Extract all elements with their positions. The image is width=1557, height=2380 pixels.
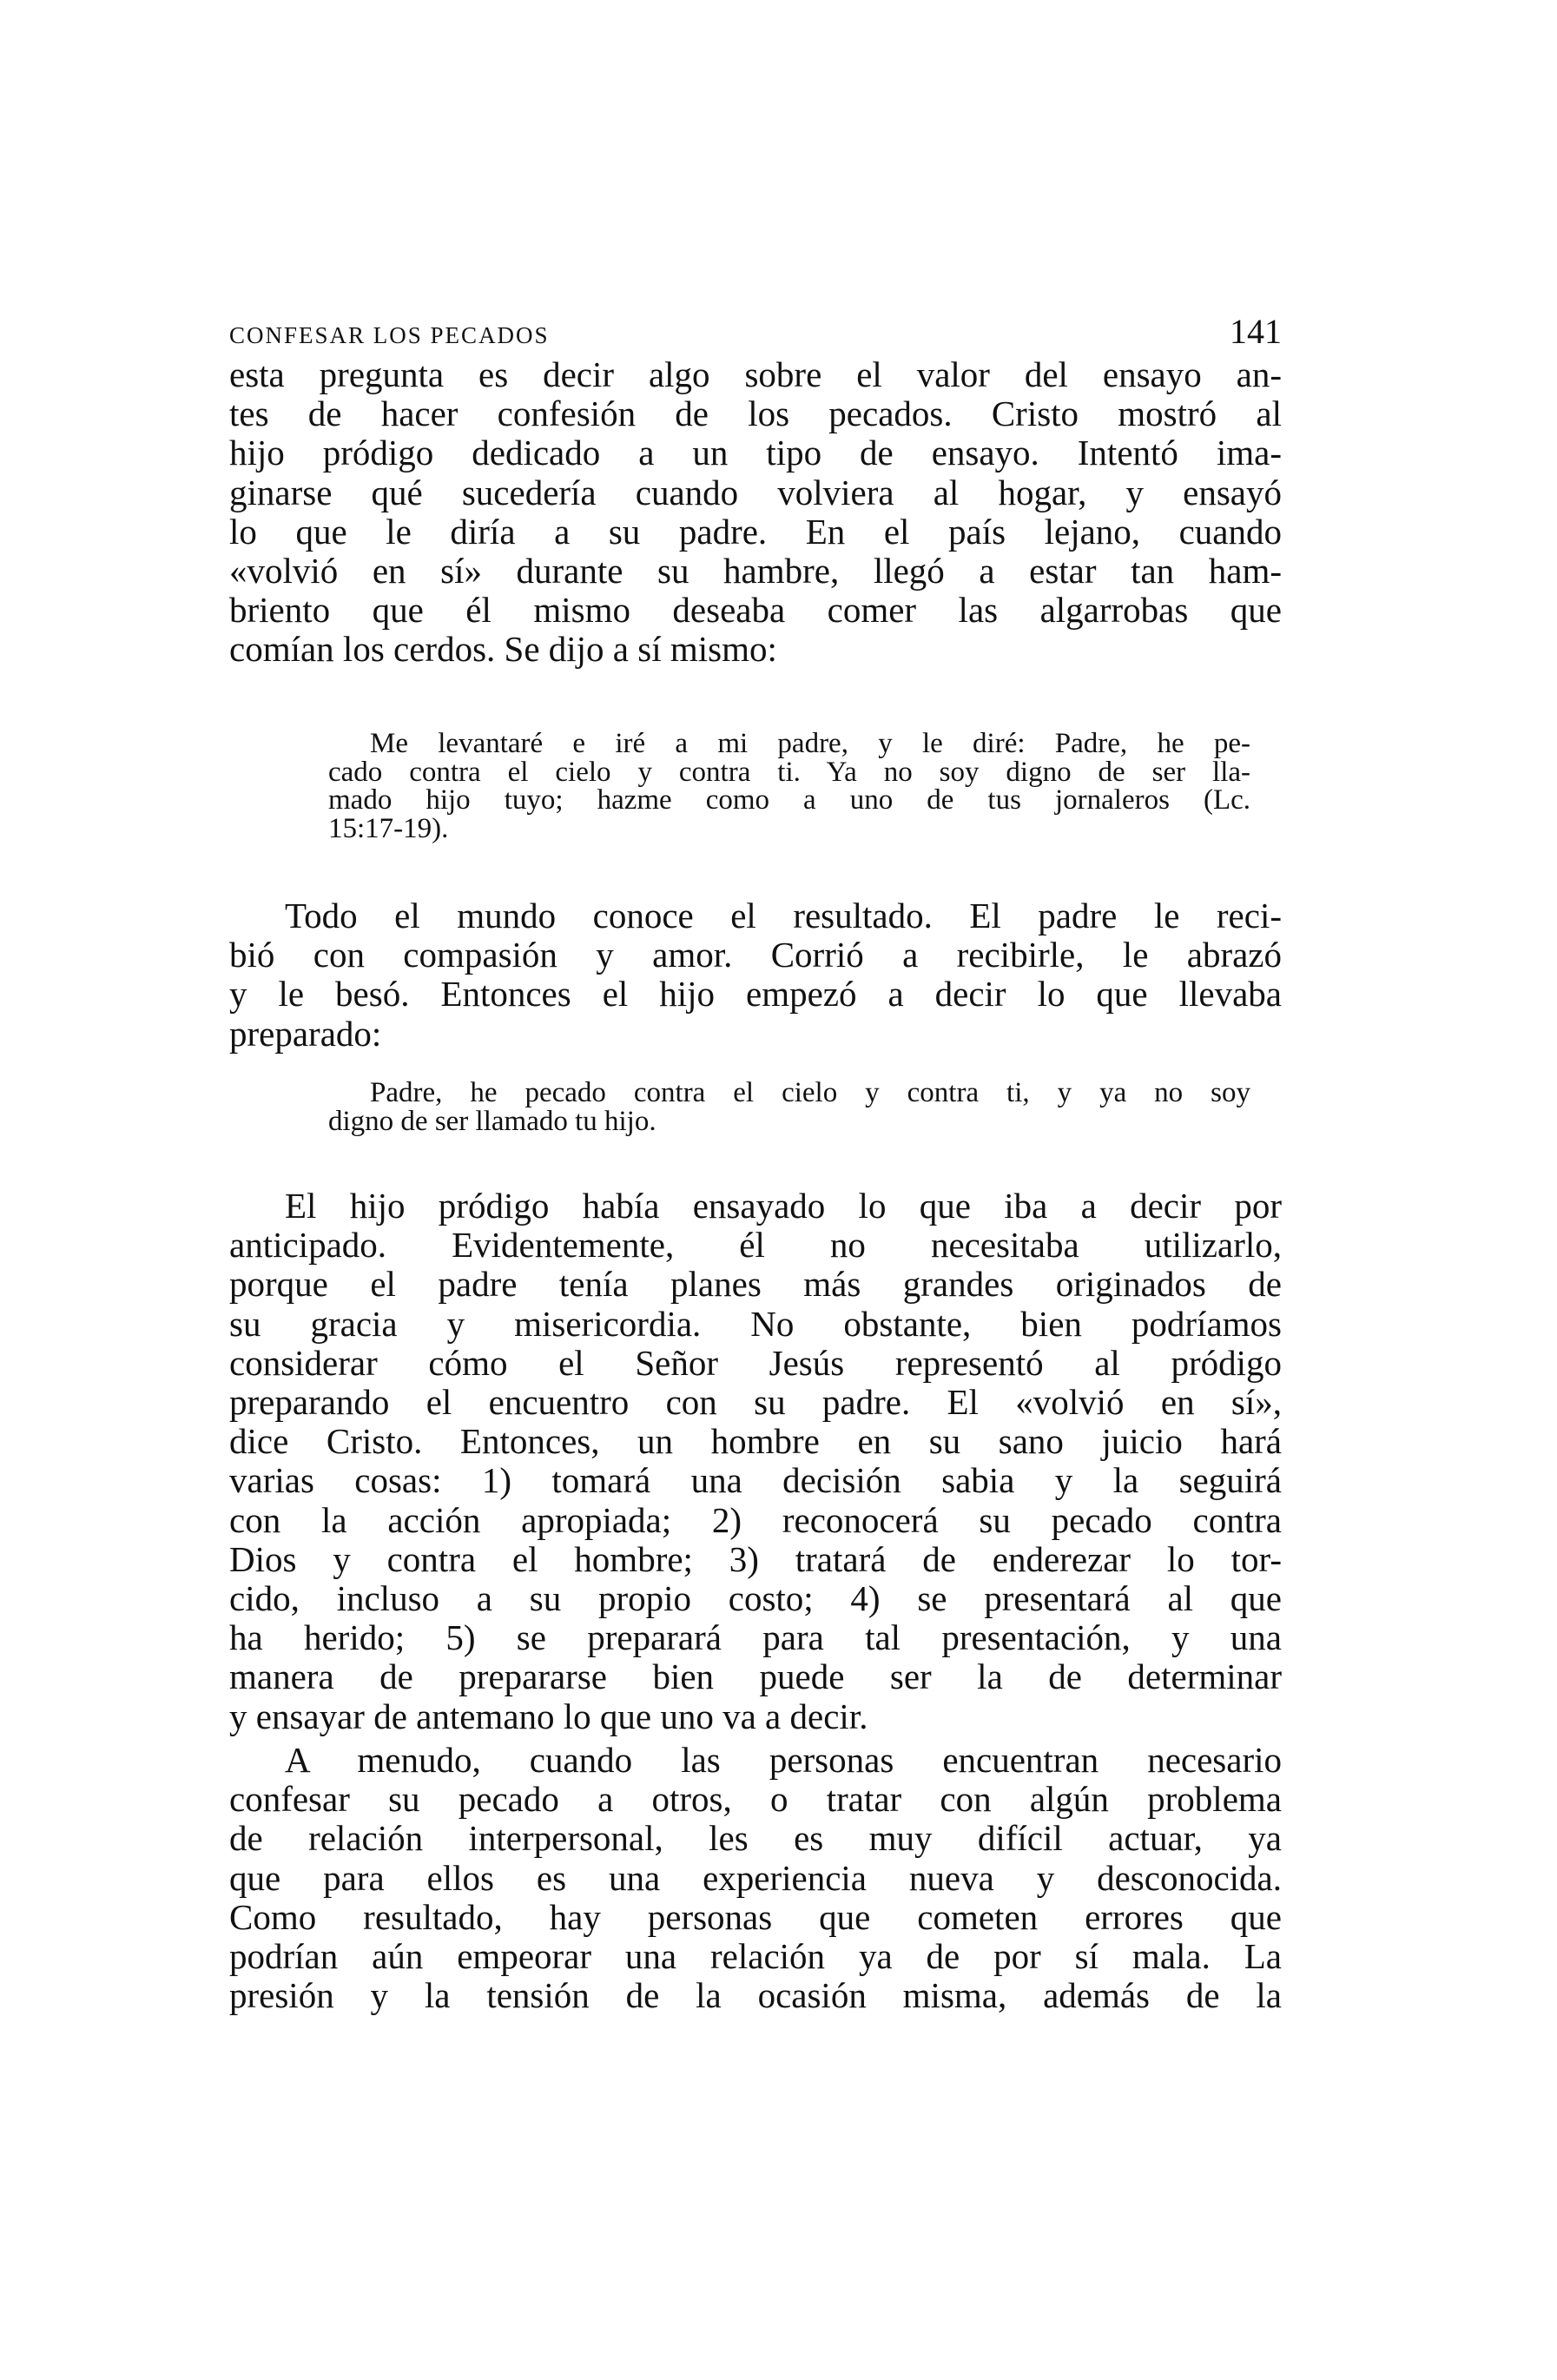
text-line: briento que él mismo deseaba comer las algarrobas que [229,590,1282,631]
quote-line: 15:17-19). [328,812,449,844]
text-line: manera de prepararse bien puede ser la de determinar [229,1656,1282,1697]
text-line: anticipado. Evidentemente, él no necesitaba utilizarlo, [229,1225,1282,1266]
text-line: confesar su pecado a otros, o tratar con algún problema [229,1779,1282,1820]
text-line: bió con compasión y amor. Corrió a recibirle, le abrazó [229,935,1282,975]
text-line: dice Cristo. Entonces, un hombre en su sano juicio hará [229,1421,1282,1462]
quote-line: Me levantaré e iré a mi padre, y le diré: Padre, he pe- [370,728,1250,759]
paragraph-4 [229,1741,1282,2015]
quote-line: Padre, he pecado contra el cielo y contra ti, y ya no soy [370,1077,1250,1108]
block-quote-1 [328,730,1250,843]
text-line: preparando el encuentro con su padre. El «volvió en sí», [229,1382,1282,1423]
text-line: varias cosas: 1) tomará una decisión sabia y la seguirá [229,1460,1282,1501]
quote-line: digno de ser llamado tu hijo. [328,1105,656,1137]
page-number: 141 [1230,312,1282,351]
text-line: lo que le diría a su padre. En el país lejano, cuando [229,511,1282,552]
text-line: A menudo, cuando las personas encuentran necesario [285,1740,1282,1780]
running-header [229,311,1282,352]
text-line: presión y la tensión de la ocasión misma, además de la [229,1975,1282,2016]
quote-line: mado hijo tuyo; hazme como a uno de tus jornaleros (Lc. [328,784,1250,816]
text-line: preparado: [229,1013,382,1054]
text-line: de relación interpersonal, les es muy difícil actuar, ya [229,1818,1282,1859]
text-line: ginarse qué sucedería cuando volviera al hogar, y ensayó [229,472,1282,512]
text-line: porque el padre tenía planes más grandes originados de [229,1264,1282,1305]
text-line: y le besó. Entonces el hijo empezó a decir lo que llevaba [229,974,1282,1015]
text-line: su gracia y misericordia. No obstante, bien podríamos [229,1303,1282,1344]
text-line: Todo el mundo conoce el resultado. El padre le reci- [285,896,1282,935]
text-line: Como resultado, hay personas que cometen errores que [229,1896,1282,1937]
block-quote-2 [328,1079,1250,1135]
text-line: cido, incluso a su propio costo; 4) se presentará al que [229,1578,1282,1619]
paragraph-1 [229,355,1282,670]
text-line: y ensayar de antemano lo que uno va a decir. [229,1696,868,1736]
text-line: que para ellos es una experiencia nueva y desconocida. [229,1857,1282,1898]
text-line: esta pregunta es decir algo sobre el valor del ensayo an- [229,354,1282,394]
text-line: Dios y contra el hombre; 3) tratará de enderezar lo tor- [229,1538,1282,1579]
text-line: tes de hacer confesión de los pecados. Cristo mostró al [229,393,1282,434]
text-line: con la acción apropiada; 2) reconocerá su pecado contra [229,1499,1282,1540]
text-line: hijo pródigo dedicado a un tipo de ensayo. Intentó ima- [229,433,1282,473]
text-line: considerar cómo el Señor Jesús representó al pródigo [229,1342,1282,1383]
running-title: CONFESAR LOS PECADOS [229,322,550,348]
paragraph-2 [229,896,1282,1054]
quote-line: cado contra el cielo y contra ti. Ya no soy digno de ser lla- [328,756,1250,788]
text-line: podrían aún empeorar una relación ya de por sí mala. La [229,1936,1282,1977]
text-line: comían los cerdos. Se dijo a sí mismo: [229,629,777,670]
paragraph-3 [229,1187,1282,1736]
text-line: El hijo pródigo había ensayado lo que iba a decir por [285,1186,1282,1226]
text-line: «volvió en sí» durante su hambre, llegó a estar tan ham- [229,551,1282,592]
text-line: ha herido; 5) se preparará para tal presentación, y una [229,1617,1282,1658]
